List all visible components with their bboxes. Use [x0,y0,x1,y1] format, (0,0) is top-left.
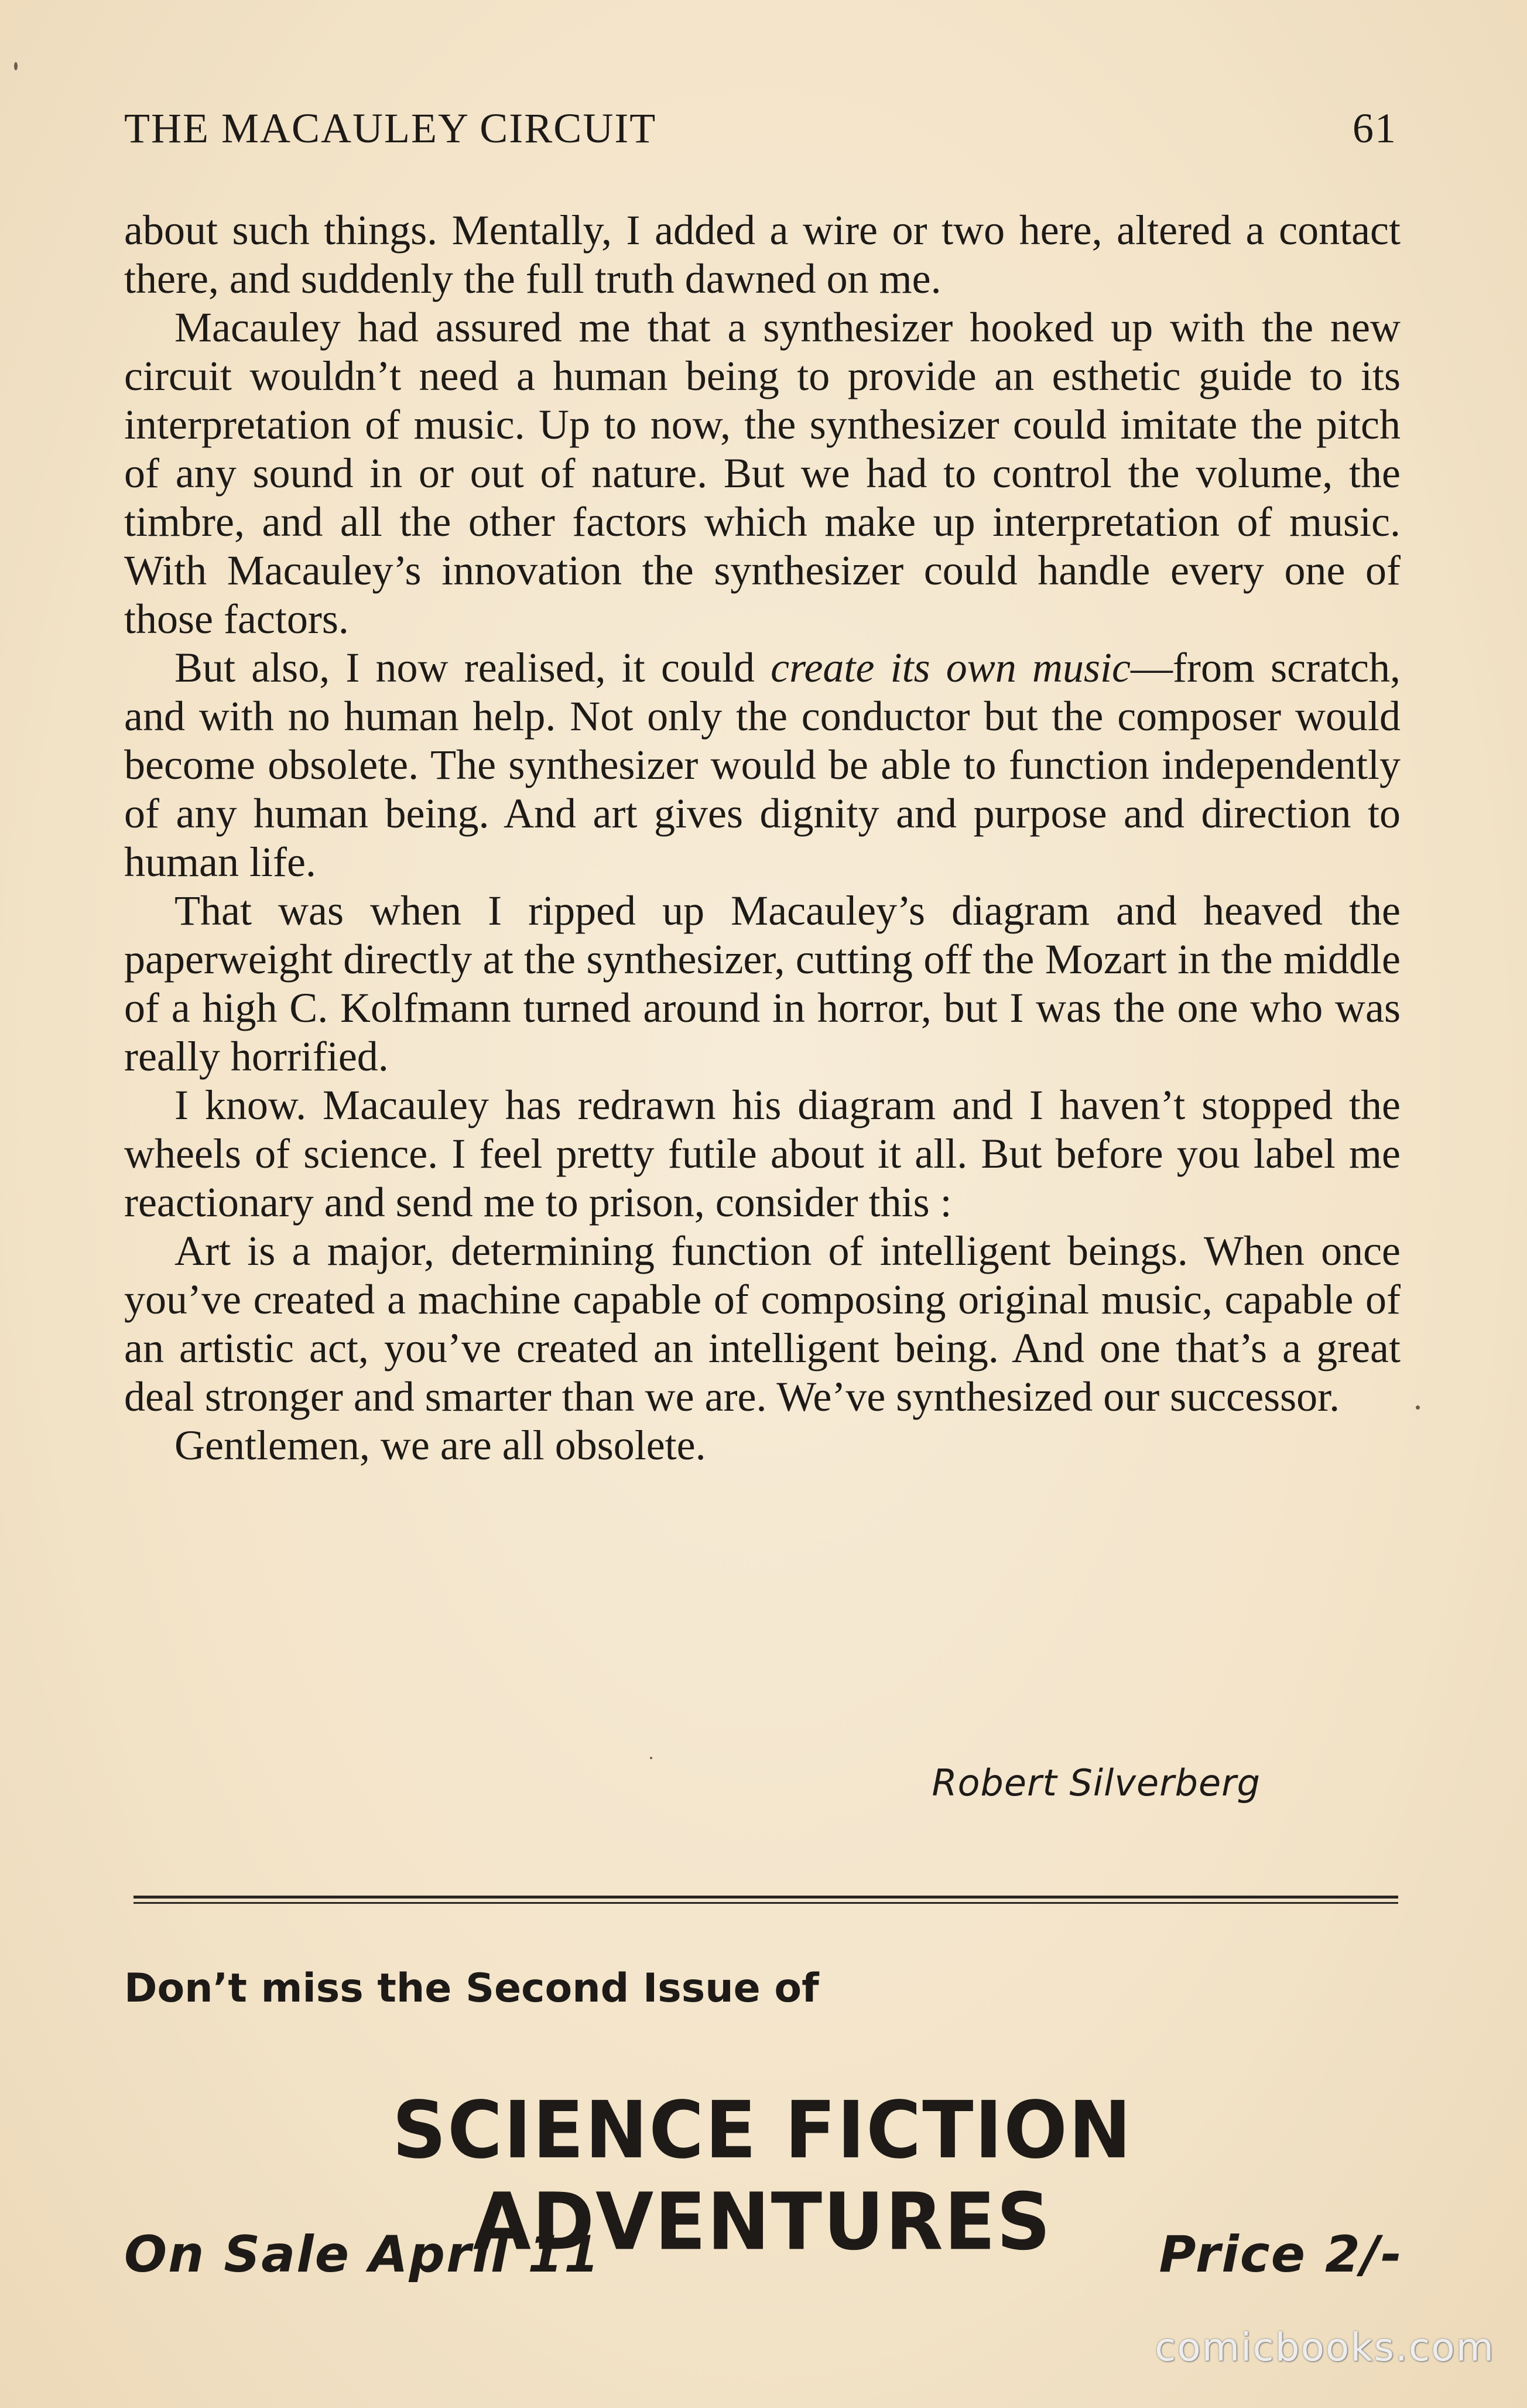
paper-speck [650,1757,652,1759]
running-head [124,104,1397,169]
advert-magazine-title: SCIENCE FICTION ADVENTURES [392,2085,1133,2268]
watermark: comicbooks.com [1155,2325,1495,2370]
advert-price: Price 2/- [1159,2225,1403,2284]
running-title: THE MACAULEY CIRCUIT [124,105,657,152]
advert-lead: Don’t miss the Second Issue of [124,1965,819,2012]
paragraph-text: But also, I now realised, it could [174,644,771,691]
paragraph [124,644,1401,887]
story-text [124,206,1401,1470]
paper-speck [14,62,18,70]
paragraph: Gentlemen, we are all obsolete. [174,1422,706,1469]
page-number: 61 [1353,105,1397,152]
paragraph-text: —from scratch, and with no human help. Not only the conductor but the composer would become obsolete. The synthesizer would be able to function independently of any human being. And art gives dignity and purpose and direction to human life. [124,644,1401,885]
emphasized-text: create its own music [771,644,1131,691]
advert-on-sale: On Sale April 11 [124,2225,601,2284]
divider-rule [133,1896,1398,1904]
paper-speck [1416,1405,1420,1410]
paragraph: Macauley had assured me that a synthesizer hooked up with the new circuit wouldn’t need a human being to provide an esthetic guide to its interpretation of music. Up to now, the synthesizer could imitate the pitch of any sound in or out of nature. But we had to control the volume, the timbre, and all the other factors which make up interpretation of music. With Macauley’s innovation the synthesizer could handle every one of those factors. [124,304,1401,642]
paragraph: I know. Macauley has redrawn his diagram and I haven’t stopped the wheels of science. I feel pretty futile about it all. But before you label me reactionary and send me to prison, consider this : [124,1082,1401,1226]
author-signature: Robert Silverberg [932,1761,1261,1804]
paragraph: Art is a major, determining function of intelligent beings. When once you’ve created a machine capable of composing original music, capable of an artistic act, you’ve created an intelligent being. And one that’s a great deal stronger and smarter than we are. We’ve synthesized our successor. [124,1227,1401,1420]
paragraph: That was when I ripped up Macauley’s diagram and heaved the paperweight directly at the synthesizer, cutting off the Mozart in the middle of a high C. Kolfmann turned around in horror, but I was the one who was really horrified. [124,887,1401,1080]
paragraph: about such things. Mentally, I added a wire or two here, altered a contact there, and suddenly the full truth dawned on me. [124,207,1401,302]
